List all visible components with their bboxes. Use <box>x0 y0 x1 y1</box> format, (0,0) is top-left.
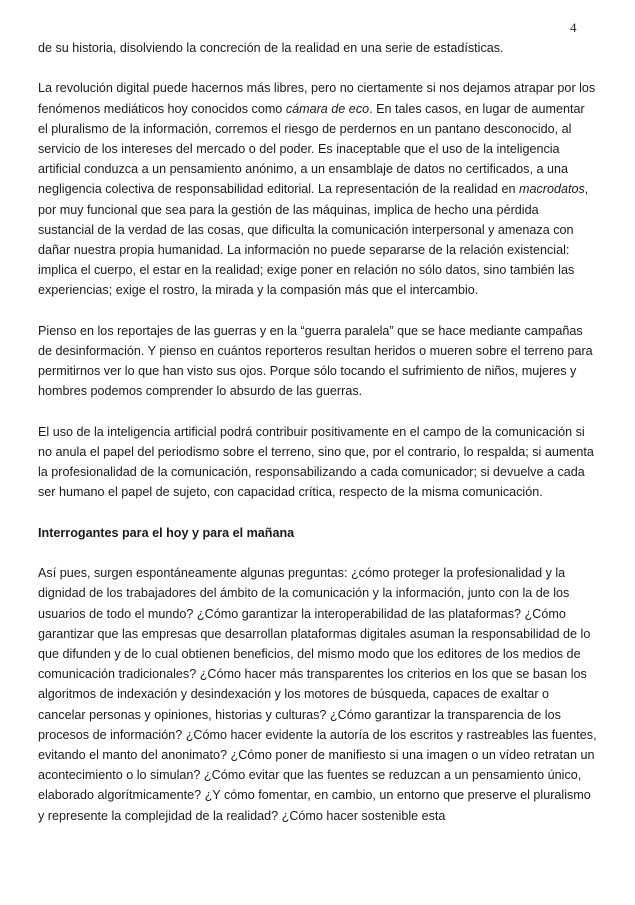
paragraph-text: La revolución digital puede hacernos más libres, pero no ciertamente si nos dejamos atrapar por los fenómenos mediáticos hoy conocidos como <box>38 81 596 116</box>
paragraph-continuation <box>38 38 598 58</box>
paragraph-questions: Así pues, surgen espontáneamente algunas preguntas: ¿cómo proteger la profesionalidad y la dignidad de los trabajadores del ámbito de la comunicación y la información, junto con la de los usuarios de todo el mundo? ¿Cómo garantizar la interoperabilidad de las plataformas? ¿Cómo garantizar que las empresas que desarrollan plataformas digitales asuman la responsabilidad de lo que difunden y de lo cual obtienen beneficios, del mismo modo que los editores de los medios de comunicación tradicionales? ¿Cómo hacer más transparentes los criterios en los que se basan los algoritmos de indexación y desindexación y los motores de búsqueda, capaces de exaltar o cancelar personas y opiniones, historias y culturas? ¿Cómo garantizar la transparencia de los procesos de información? ¿Cómo hacer evidente la autoría de los escritos y rastreables las fuentes, evitando el manto del anonimato? ¿Cómo poner de manifiesto si una imagen o un vídeo retratan un acontecimiento o lo simulan? ¿Cómo evitar que las fuentes se reduzcan a un pensamiento único, elaborado algorítmicamente? ¿Y cómo fomentar, en cambio, un entorno que preserve el pluralismo y represente la complejidad de la realidad? ¿Cómo hacer sostenible esta <box>38 566 597 823</box>
document-body <box>38 38 598 846</box>
paragraph-war-reports <box>38 321 598 402</box>
paragraph-text: Pienso en los reportajes de las guerras y en la “guerra paralela” que se hace mediante campañas de desinformación. Y pienso en cuántos reporteros resultan heridos o mueren sobre el terreno para permitirnos ver lo que han visto sus ojos. Porque sólo tocando el sufrimiento de niños, mujeres y hombres podemos comprender lo absurdo de las guerras. <box>38 323 593 399</box>
paragraph-text: , por muy funcional que sea para la gestión de las máquinas, implica de hecho una pérdida sustancial de la verdad de las cosas, que dificulta la comunicación interpersonal y amenaza con dañar nuestra propia humanidad. La información no puede separarse de la relación existencial: implica el cuerpo, el estar en la realidad; exige poner en relación no sólo datos, sino también las experiencias; exige el rostro, la mirada y la compasión más que el intercambio. <box>38 182 589 298</box>
paragraph-text: . En tales casos, en lugar de aumentar el pluralismo de la información, corremos el riesgo de perdernos en un pantano desconocido, al servicio de los intereses del mercado o del poder. Es inaceptable que el uso de la inteligencia artificial conduzca a un pensamiento anónimo, a un ensamblaje de datos no certificados, a una negligencia colectiva de responsabilidad editorial. La representación de la realidad en <box>38 101 585 197</box>
paragraph-ai-journalism <box>38 422 598 503</box>
paragraph-text: El uso de la inteligencia artificial podrá contribuir positivamente en el campo de la comunicación si no anula el papel del periodismo sobre el terreno, sino que, por el contrario, lo respalda; si aumenta la profesionalidad de la comunicación, responsabilizando a cada comunicador; si devuelve a cada ser humano el papel de sujeto, con capacidad crítica, respecto de la misma comunicación. <box>38 424 594 500</box>
paragraph-digital-revolution <box>38 78 598 300</box>
italic-term-big-data: macrodatos <box>518 182 585 197</box>
italic-term-echo-chamber: cámara de eco <box>285 101 370 116</box>
section-heading: Interrogantes para el hoy y para el mañana <box>38 525 295 540</box>
paragraph-text: de su historia, disolviendo la concreción de la realidad en una serie de estadísticas. <box>38 41 504 55</box>
page-number: 4 <box>570 20 577 35</box>
